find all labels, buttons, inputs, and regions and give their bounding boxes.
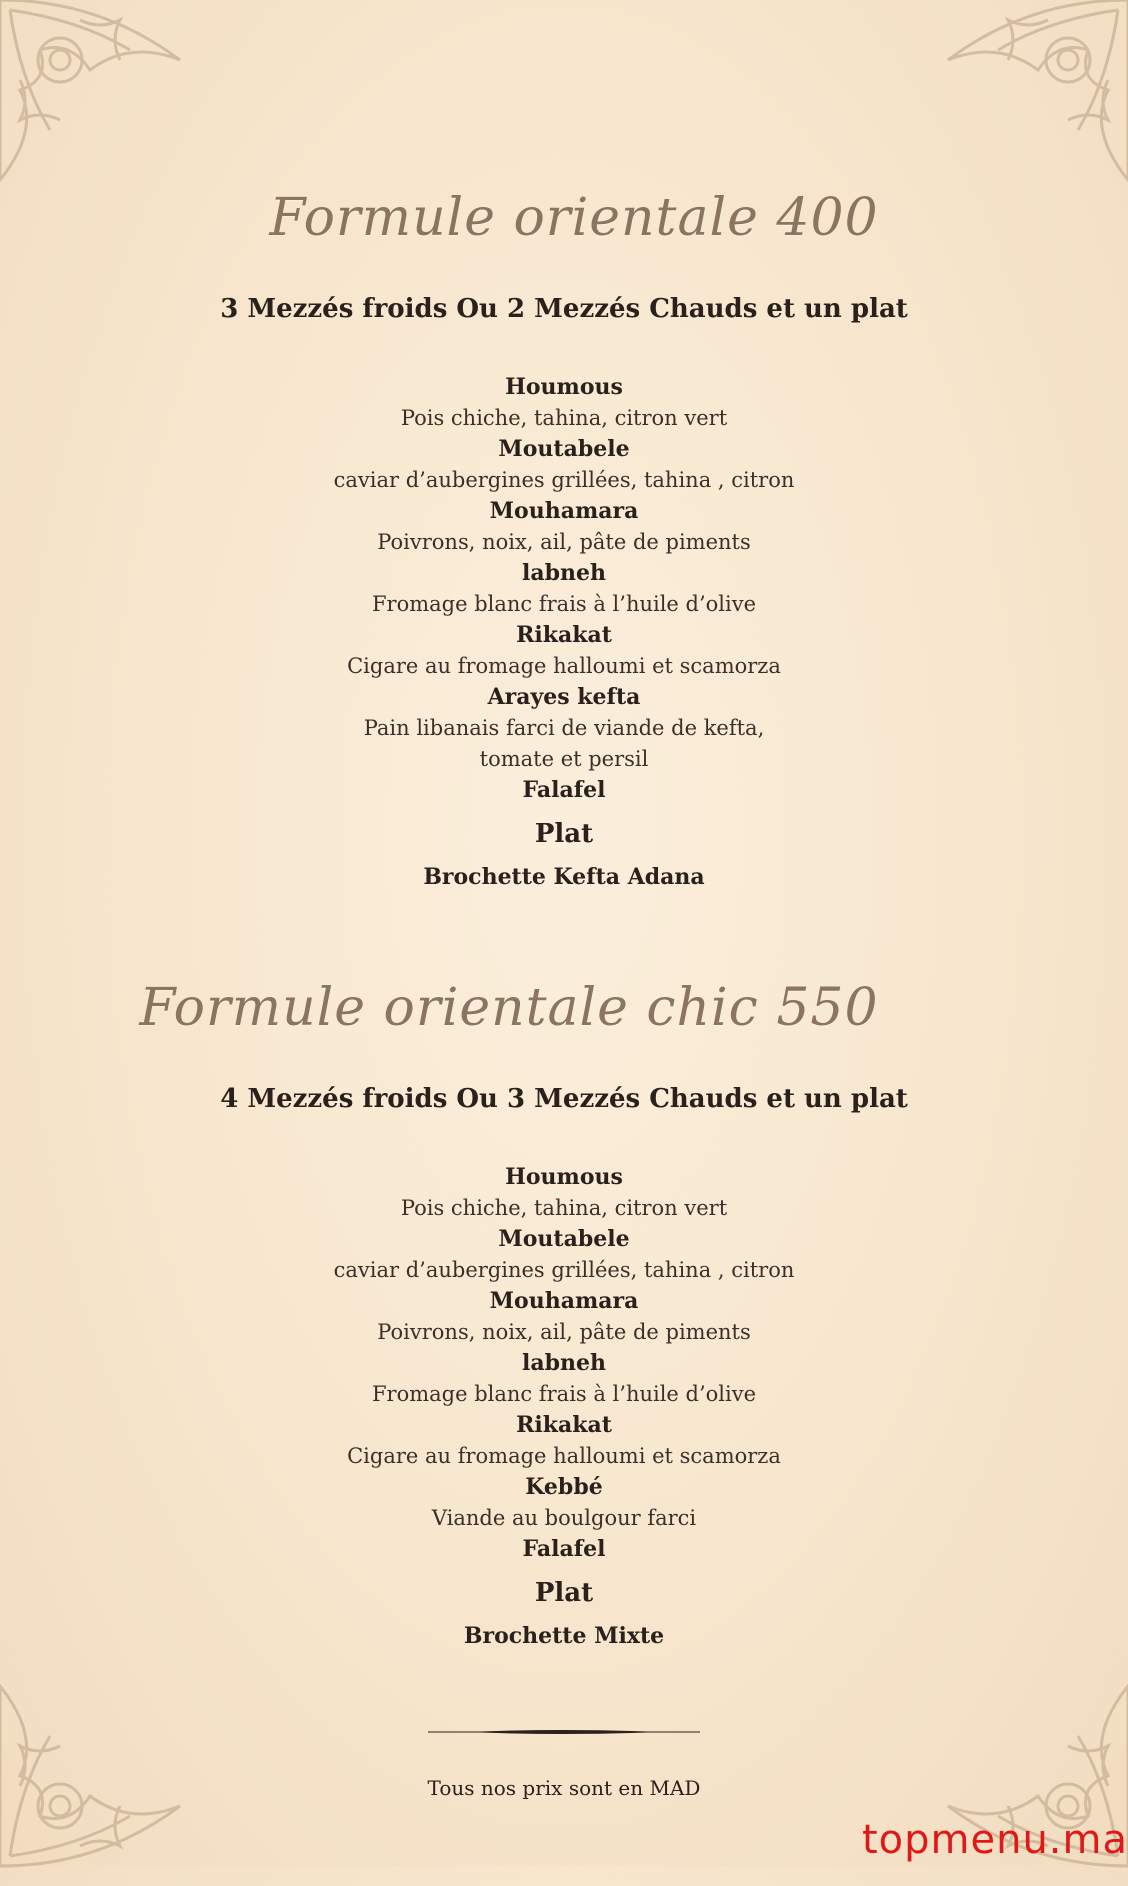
menu-item-desc: Fromage blanc frais à l’huile d’olive bbox=[371, 592, 757, 616]
menu-item-name: Moutabele bbox=[498, 436, 630, 462]
mezze-list bbox=[0, 372, 1128, 806]
menu-item-desc: Pois chiche, tahina, citron vert bbox=[400, 406, 728, 430]
menu-item-desc: Pois chiche, tahina, citron vert bbox=[400, 1196, 728, 1220]
section-title: Formule orientale 400 bbox=[269, 188, 879, 248]
section-title: Formule orientale chic 550 bbox=[139, 978, 879, 1038]
plat-heading: Plat bbox=[534, 1578, 594, 1608]
menu-item-desc: caviar d’aubergines grillées, tahina , citron bbox=[333, 1258, 795, 1282]
menu-item-name: Kebbé bbox=[525, 1474, 603, 1500]
ornament-divider-icon bbox=[428, 1720, 700, 1726]
menu-item-name: labneh bbox=[522, 560, 606, 586]
menu-item-name: labneh bbox=[522, 1350, 606, 1376]
menu-item-desc: Pain libanais farci de viande de kefta, bbox=[363, 716, 765, 740]
menu-item-name: Houmous bbox=[505, 1164, 623, 1190]
menu-item-name: Rikakat bbox=[516, 1412, 612, 1438]
plat-item: Brochette Kefta Adana bbox=[423, 864, 705, 890]
menu-item-name: Falafel bbox=[522, 1536, 606, 1562]
corner-ornament-top-left-icon bbox=[0, 0, 220, 220]
mezze-list bbox=[0, 1162, 1128, 1565]
corner-ornament-bottom-left-icon bbox=[0, 1646, 220, 1886]
menu-item-desc: Cigare au fromage halloumi et scamorza bbox=[347, 1444, 781, 1468]
plat-heading: Plat bbox=[534, 819, 594, 849]
price-note: Tous nos prix sont en MAD bbox=[427, 1776, 701, 1800]
menu-item-desc: Poivrons, noix, ail, pâte de piments bbox=[377, 530, 751, 554]
menu-item-name: Moutabele bbox=[498, 1226, 630, 1252]
menu-item-desc: Viande au boulgour farci bbox=[431, 1506, 697, 1530]
menu-item-name: Houmous bbox=[505, 374, 623, 400]
menu-item-desc: caviar d’aubergines grillées, tahina , citron bbox=[333, 468, 795, 492]
menu-section-formule-400 bbox=[0, 188, 1128, 892]
menu-item-desc: Cigare au fromage halloumi et scamorza bbox=[347, 654, 781, 678]
menu-section-formule-chic-550 bbox=[0, 978, 1128, 1651]
menu-item-name: Mouhamara bbox=[489, 1288, 639, 1314]
plat-item: Brochette Mixte bbox=[463, 1623, 665, 1649]
section-subtitle: 4 Mezzés froids Ou 3 Mezzés Chauds et un plat bbox=[220, 1084, 908, 1114]
menu-item-desc: Fromage blanc frais à l’huile d’olive bbox=[371, 1382, 757, 1406]
corner-ornament-top-right-icon bbox=[908, 0, 1128, 220]
menu-item-desc: Poivrons, noix, ail, pâte de piments bbox=[377, 1320, 751, 1344]
menu-item-desc-line2: tomate et persil bbox=[479, 747, 649, 771]
menu-item-name: Arayes kefta bbox=[487, 684, 641, 710]
watermark-logo: topmenu.ma bbox=[861, 1817, 1128, 1863]
menu-item-name: Rikakat bbox=[516, 622, 612, 648]
menu-item-name: Mouhamara bbox=[489, 498, 639, 524]
menu-item-name: Falafel bbox=[522, 777, 606, 803]
section-subtitle: 3 Mezzés froids Ou 2 Mezzés Chauds et un plat bbox=[220, 294, 908, 324]
